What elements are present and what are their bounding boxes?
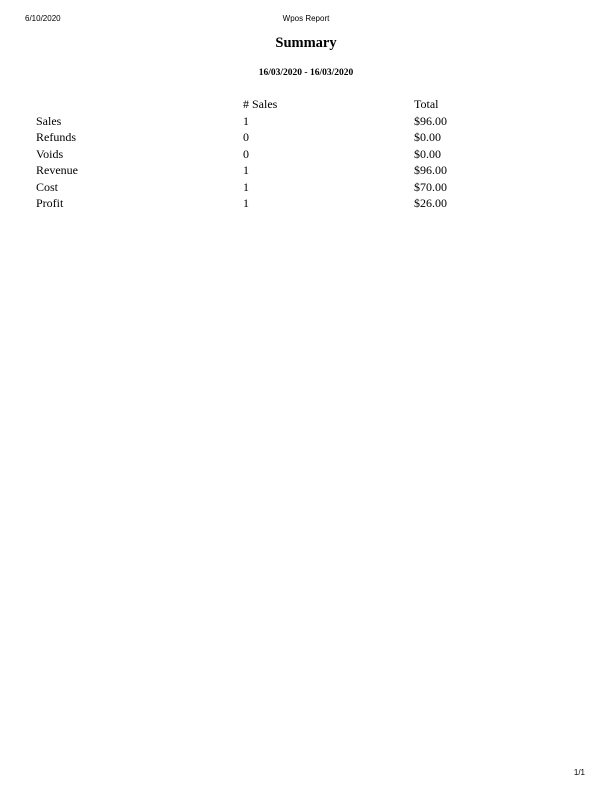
row-total: $0.00	[414, 146, 441, 161]
row-label: Sales	[36, 113, 62, 128]
row-count: 1	[243, 179, 249, 194]
row-count: 0	[243, 130, 249, 144]
row-label: Profit	[36, 196, 64, 210]
row-total: $26.00	[414, 196, 447, 210]
row-total: $96.00	[414, 113, 447, 128]
print-header-title: Wpos Report	[282, 14, 330, 23]
report-title: Summary	[275, 35, 337, 51]
row-total: $96.00	[414, 163, 447, 177]
row-count: 1	[243, 196, 249, 210]
page-number: 1/1	[573, 768, 585, 777]
row-total: $0.00	[414, 130, 441, 144]
row-label: Cost	[36, 179, 59, 194]
row-count: 1	[243, 163, 249, 177]
row-label: Refunds	[36, 130, 76, 144]
column-header-total: Total	[414, 97, 439, 111]
row-count: 1	[243, 113, 249, 128]
report-date-range: 16/03/2020 - 16/03/2020	[258, 68, 354, 78]
row-total: $70.00	[414, 179, 447, 194]
row-count: 0	[243, 146, 249, 161]
row-label: Revenue	[36, 163, 78, 177]
row-label: Voids	[36, 146, 64, 161]
print-date: 6/10/2020	[25, 14, 61, 23]
column-header-count: # Sales	[243, 97, 278, 111]
